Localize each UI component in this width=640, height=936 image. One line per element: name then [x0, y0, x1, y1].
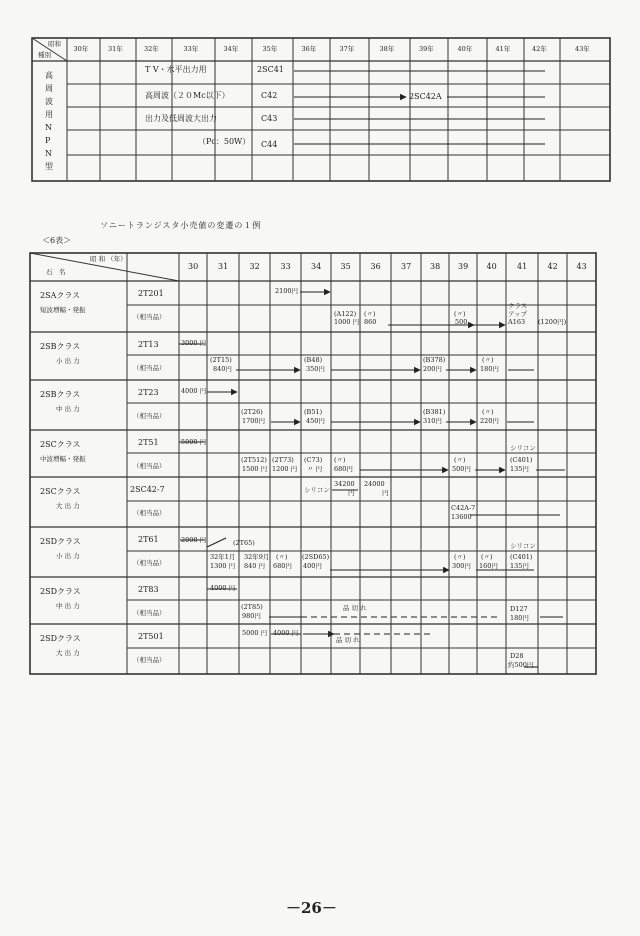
group-type: 2SC42-7 [130, 485, 165, 494]
table1-year-34: 34年 [223, 45, 239, 53]
cell-model: (B51) [304, 408, 323, 416]
cell-model: (〃) [454, 456, 466, 464]
cell-price: 約500円 [508, 661, 534, 669]
group-equiv: （相当品） [133, 656, 166, 664]
cell-model: A163 [508, 318, 526, 326]
cell-model: (〃) [482, 356, 494, 364]
table1-year-32: 32年 [144, 45, 159, 53]
cell-price: 24000 [364, 480, 385, 488]
cell-model: (2T512) [241, 456, 267, 464]
group-type: 2T501 [138, 632, 164, 641]
cell-model: (2T85) [241, 603, 263, 611]
cell-model: (B381) [423, 408, 446, 416]
cell-model: (B378) [423, 356, 446, 364]
cell-price: 135円 [510, 465, 529, 473]
cell-price: 840円 [213, 365, 232, 373]
cell-price: 2100円 [275, 287, 299, 295]
table1-grid [32, 38, 610, 181]
table1-row-header: 高 周 波 用 N P N 型 [45, 71, 53, 171]
cell-price: 680円 [334, 465, 353, 473]
cell-price: 980円 [242, 612, 261, 620]
table2-year-35: 35 [340, 262, 351, 271]
group-equiv: （相当品） [133, 462, 166, 470]
cell-price: 2000 円 [181, 536, 207, 544]
table2-year-32: 32 [249, 262, 260, 271]
group-equiv: （相当品） [133, 609, 166, 617]
cell-price: 180円 [480, 365, 499, 373]
cell-note: シリコン [304, 486, 330, 494]
cell-price: 13600 [451, 513, 472, 521]
cell-price: 300円 [452, 562, 471, 570]
table2-year-30: 30 [188, 262, 199, 271]
group-type: 2T51 [138, 438, 159, 447]
cell-price: 450円 [306, 417, 325, 425]
cell-price: 840 円 [244, 562, 265, 570]
cell-model: (A122) [334, 310, 357, 318]
cell-price: 3000 円 [181, 339, 207, 347]
cell-model: (2SD65) [302, 553, 330, 561]
group-equiv: （相当品） [133, 313, 166, 321]
cell-model: (2T15) [210, 356, 232, 364]
group-equiv: （相当品） [133, 559, 166, 567]
cell-price: 350円 [306, 365, 325, 373]
table1-year-31: 31年 [108, 45, 123, 53]
cell-model: (C401) [510, 553, 533, 561]
table1-desc-3: 出力及低周波大出力 [145, 114, 217, 123]
table2-year-39: 39 [458, 262, 469, 271]
cell-model: D127 [510, 605, 528, 613]
group-type: 2T201 [138, 289, 164, 298]
cell-model: (〃) [481, 553, 493, 561]
table1-desc-1: T V・水平出力用 [145, 65, 207, 74]
table1-corner-top: 昭和 [48, 40, 61, 48]
cell-price: 500 [455, 318, 468, 326]
cell-note: アップ [508, 310, 528, 318]
group-type: 2T23 [138, 388, 159, 397]
group-equiv: （相当品） [133, 364, 166, 372]
cell-note: 品 切 れ [343, 604, 367, 612]
group-sub: 大 出 力 [56, 649, 80, 657]
cell-unit: 円 [382, 489, 389, 497]
cell-model: (2T65) [233, 539, 255, 547]
cell-model: (2T26) [241, 408, 263, 416]
table2-year-41: 41 [517, 262, 528, 271]
table1-desc-2: 高周波（２０Mc以下） [145, 91, 230, 100]
table2-year-31: 31 [218, 262, 229, 271]
table1-year-38: 38年 [379, 45, 395, 53]
table1-year-40: 40年 [457, 45, 473, 53]
table1-desc-4: （Pc：50W） [198, 137, 251, 146]
table1-year-39: 39年 [419, 45, 434, 53]
table1-type-1: 2SC41 [257, 65, 284, 74]
cell-price: 34200 [334, 480, 355, 488]
group-sub: 中 出 力 [56, 602, 80, 610]
cell-price: 4000 円 [273, 629, 299, 637]
cell-model: (C73) [304, 456, 323, 464]
page-number: －26－ [286, 899, 337, 917]
cell-price: 400円 [303, 562, 322, 570]
cell-price: 680円 [273, 562, 292, 570]
cell-price: 1500 円 [242, 465, 268, 473]
cell-price: 1700円 [242, 417, 266, 425]
cell-note: 品 切 れ [336, 636, 360, 644]
table2-year-33: 33 [280, 262, 291, 271]
cell-price: 4000 円 [181, 387, 207, 395]
table1-type-2: C42 [261, 91, 278, 100]
group-type: 2T13 [138, 340, 159, 349]
cell-date: 32年1月 [210, 553, 236, 561]
table2-year-42: 42 [547, 262, 558, 271]
table2-year-37: 37 [401, 262, 412, 271]
group-type: 2T83 [138, 585, 159, 594]
table1-year-43: 43年 [575, 45, 590, 53]
cell-price: 200円 [423, 365, 442, 373]
group-sub: 大 出 力 [56, 502, 80, 510]
cell-note: クラス [508, 302, 528, 310]
table2-year-38: 38 [430, 262, 441, 271]
cell-price: 500円 [452, 465, 471, 473]
table2-year-40: 40 [486, 262, 497, 271]
cell-price: 220円 [480, 417, 499, 425]
group-sub: 中 出 力 [56, 405, 80, 413]
group-sub: 小 出 力 [56, 357, 80, 365]
cell-price: 180円 [510, 614, 529, 622]
cell-model: (C401) [510, 456, 533, 464]
group-sub: 中波増幅・発振 [40, 455, 86, 463]
table1-year-35: 35年 [262, 45, 278, 53]
cell-model: D28 [510, 652, 524, 660]
cell-model: (〃) [334, 456, 346, 464]
group-class: 2SCクラス [40, 440, 81, 449]
cell-price: 5000 円 [242, 629, 268, 637]
cell-price: 860 [364, 318, 377, 326]
table1-year-37: 37年 [339, 45, 355, 53]
cell-model: (〃) [454, 310, 466, 318]
group-class: 2SAクラス [40, 291, 81, 300]
cell-price: 〃 円 [307, 465, 323, 473]
cell-model: (〃) [276, 553, 288, 561]
cell-model: (2T73) [272, 456, 294, 464]
cell-model: (〃) [482, 408, 494, 416]
table2-year-34: 34 [311, 262, 322, 271]
table1-note-2sc42a: 2SC42A [409, 92, 442, 101]
cell-note: シリコン [510, 542, 536, 550]
group-sub: 小 出 力 [56, 552, 80, 560]
group-class: 2SDクラス [40, 537, 81, 546]
cell-price: 135円 [510, 562, 529, 570]
cell-price: 160円 [479, 562, 498, 570]
group-sub: 短波増幅・発振 [40, 306, 86, 314]
group-class: 2SDクラス [40, 634, 81, 643]
table1-type-4: C44 [261, 140, 278, 149]
cell-price: 1300 円 [210, 562, 236, 570]
cell-note: シリコン [510, 444, 536, 452]
cell-price: 5000 円 [181, 438, 207, 446]
cell-date: 32年9月 [244, 553, 270, 561]
table1-year-36: 36年 [301, 45, 317, 53]
table1-corner-bottom: 種別 [38, 51, 51, 59]
table2-year-36: 36 [370, 262, 381, 271]
group-class: 2SBクラス [40, 342, 81, 351]
cell-unit: 円 [348, 489, 355, 497]
group-type: 2T61 [138, 535, 159, 544]
cell-model: (〃) [454, 553, 466, 561]
cell-model: (〃) [364, 310, 376, 318]
cell-price: (1200円) [538, 318, 567, 326]
cell-price: 1000 円 [334, 318, 360, 326]
table-caption: ソニートランジスタ小売値の変遷の１例 [100, 221, 262, 230]
table1-type-3: C43 [261, 114, 278, 123]
group-class: 2SDクラス [40, 587, 81, 596]
table2-header-bottom: 石 名 [46, 268, 66, 276]
cell-model: (B48) [304, 356, 323, 364]
table1-year-30: 30年 [73, 45, 89, 53]
table1-year-42: 42年 [532, 45, 547, 53]
group-class: 2SCクラス [40, 487, 81, 496]
table1-year-33: 33年 [183, 45, 199, 53]
group-equiv: （相当品） [133, 509, 166, 517]
table1-year-41: 41年 [495, 45, 511, 53]
cell-price: 1200 円 [272, 465, 298, 473]
group-equiv: （相当品） [133, 412, 166, 420]
table2-header-top: 昭 和 （年） [90, 255, 127, 263]
group-class: 2SBクラス [40, 390, 81, 399]
table-number: ＜6表＞ [42, 236, 72, 245]
cell-price: 310円 [423, 417, 442, 425]
cell-price: 4000 円 [210, 584, 236, 592]
cell-model: C42A-7 [451, 504, 476, 512]
table2-year-43: 43 [576, 262, 587, 271]
